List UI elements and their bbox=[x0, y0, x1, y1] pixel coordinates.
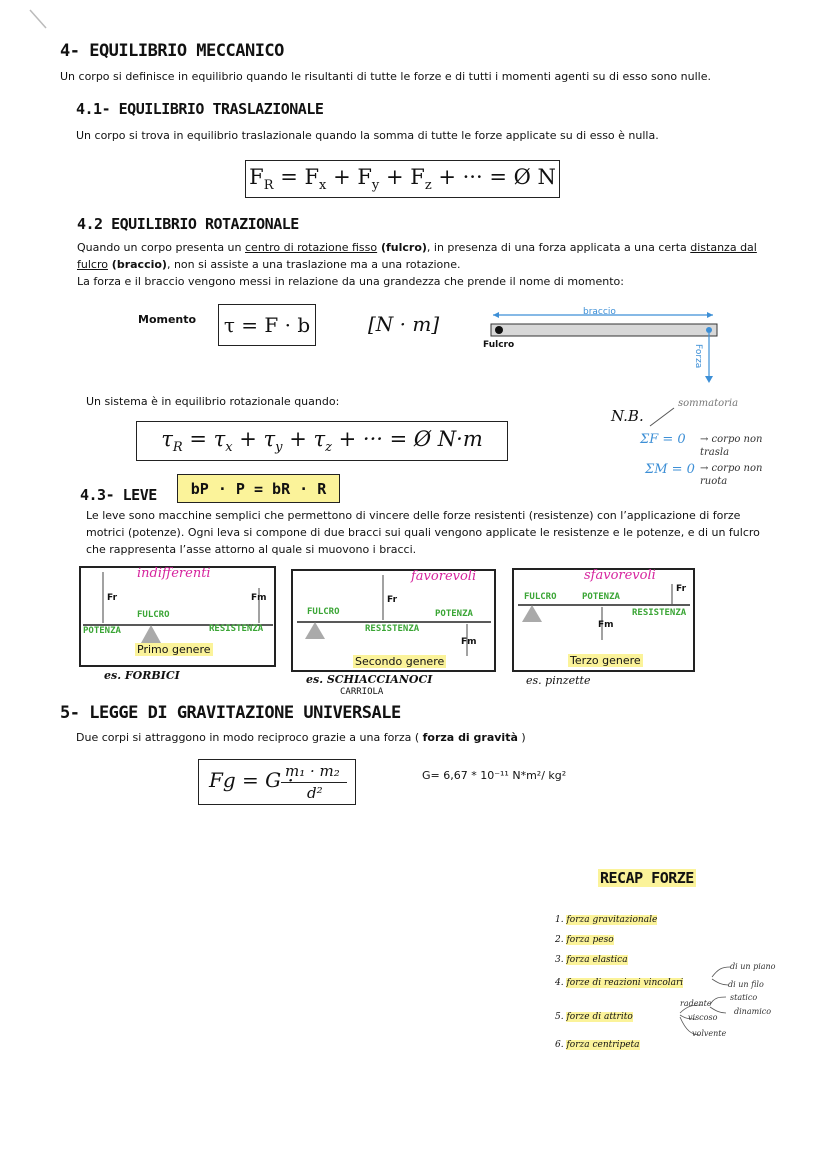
equilibrium-text: Un sistema è in equilibrio rotazionale quando: bbox=[86, 395, 340, 408]
attrito-radente: radente bbox=[680, 999, 712, 1008]
section-42-line3: La forza e il braccio vengono messi in relazione da una grandezza che prende il nome di momento: bbox=[77, 275, 624, 288]
lever3-resistenza: RESISTENZA bbox=[632, 608, 687, 618]
lever2-example: es. SCHIACCIANOCI bbox=[306, 673, 433, 686]
lever1-fr: Fr bbox=[107, 593, 118, 603]
momento-unit: [N · m] bbox=[368, 312, 440, 336]
lever2-fr: Fr bbox=[387, 595, 398, 605]
grav-den: d² bbox=[307, 784, 323, 802]
section-5-title: 5- LEGGE DI GRAVITAZIONE UNIVERSALE bbox=[60, 703, 401, 723]
lever1-fulcro: FULCRO bbox=[137, 610, 170, 620]
corner-mark bbox=[28, 8, 50, 30]
lever-bar bbox=[491, 324, 717, 336]
lever3-fulcro: FULCRO bbox=[524, 592, 557, 602]
braccio-arrow-right bbox=[707, 312, 713, 318]
fulcro-label: Fulcro bbox=[483, 340, 515, 350]
nb-pointer bbox=[648, 404, 678, 428]
section-41-text: Un corpo si trova in equilibrio traslazionale quando la somma di tutte le forze applicate su di esso è nulla. bbox=[76, 129, 659, 142]
nb-sigma-f: ΣF = 0 bbox=[640, 432, 686, 447]
grav-fraction-line bbox=[281, 782, 347, 783]
braccio-arrow-left bbox=[493, 312, 499, 318]
lever1-genere: Primo genere bbox=[137, 643, 211, 656]
lever-first-box bbox=[79, 566, 276, 667]
lever2-tag: favorevoli bbox=[411, 569, 477, 584]
recap-item: 5. forze di attrito bbox=[555, 1012, 633, 1022]
fulcro-dot bbox=[495, 326, 503, 334]
recap-item: 1. forza gravitazionale bbox=[555, 915, 658, 925]
recap-item: 3. forza elastica bbox=[555, 955, 628, 965]
momento-label: Momento bbox=[138, 313, 197, 326]
lever3-example: es. pinzette bbox=[526, 674, 591, 687]
section-43-title: 4.3- LEVE bbox=[80, 486, 157, 504]
momento-formula: τ = F · b bbox=[218, 304, 316, 346]
recap-item: 2. forza peso bbox=[555, 935, 614, 945]
lever2-example2: CARRIOLA bbox=[340, 687, 384, 697]
radente-dinamico: dinamico bbox=[734, 1007, 772, 1016]
nb-sigma-m-text: → corpo non ruota bbox=[700, 463, 763, 487]
grav-num: m₁ · m₂ bbox=[285, 762, 340, 780]
lever1-tag: indifferenti bbox=[137, 566, 211, 581]
lever1-example: es. FORBICI bbox=[104, 669, 180, 682]
nb-sigma-m: ΣM = 0 bbox=[645, 462, 695, 477]
attrito-volvente: volvente bbox=[692, 1029, 727, 1038]
lever3-genere: Terzo genere bbox=[570, 654, 641, 667]
nb-sigma-f-text: → corpo non trasla bbox=[700, 434, 763, 458]
gravity-constant: G= 6,67 * 10⁻¹¹ N*m²/ kg² bbox=[422, 769, 567, 782]
recap-item: 6. forza centripeta bbox=[555, 1040, 640, 1050]
forza-arrow-head bbox=[705, 376, 713, 383]
lever2-fm: Fm bbox=[461, 637, 477, 647]
radente-statico: statico bbox=[730, 993, 758, 1002]
recap-item: 4. forze di reazioni vincolari bbox=[555, 978, 684, 988]
nb-label: N.B. bbox=[611, 407, 644, 425]
lever-second-box bbox=[291, 569, 496, 672]
attrito-viscoso: viscoso bbox=[688, 1013, 718, 1022]
vincolari-filo: di un filo bbox=[728, 980, 764, 989]
lever3-tag: sfavorevoli bbox=[584, 568, 656, 583]
section-42-line2: fulcro (braccio), non si assiste a una traslazione ma a una rotazione. bbox=[77, 258, 461, 271]
section-42-line1: Quando un corpo presenta un centro di rotazione fisso (fulcro), in presenza di una forza applicata a una certa distanza dal bbox=[77, 241, 757, 254]
forza-label: Forza bbox=[693, 344, 703, 369]
section-41-title: 4.1- EQUILIBRIO TRASLAZIONALE bbox=[76, 100, 324, 118]
section-43-text: Le leve sono macchine semplici che permettono di vincere delle forze resistenti (resistenze) con l’applicazione di forze motrici (potenze). Ogni leva si compone di due bracci sui quali vengono applicate le resistenze e le potenze, e di un fulcro che rappresenta l’asse attorno al quale si muovono i bracci. bbox=[86, 509, 760, 556]
lever3-fr: Fr bbox=[676, 584, 687, 594]
lever3-fm: Fm bbox=[598, 620, 614, 630]
lever2-potenza: POTENZA bbox=[435, 609, 473, 619]
formula-gravitazione bbox=[198, 759, 356, 805]
leve-formula: bP · P = bR · R bbox=[177, 474, 340, 503]
section-5-text: Due corpi si attraggono in modo reciproco grazie a una forza ( forza di gravità ) bbox=[76, 731, 526, 744]
lever2-resistenza: RESISTENZA bbox=[365, 624, 420, 634]
recap-title: RECAP FORZE bbox=[600, 869, 694, 887]
lever1-resistenza: RESISTENZA bbox=[209, 624, 264, 634]
lever2-fulcro: FULCRO bbox=[307, 607, 340, 617]
lever3-potenza: POTENZA bbox=[582, 592, 620, 602]
grav-lhs: Fg = G · bbox=[209, 768, 294, 792]
forza-dot bbox=[706, 327, 712, 333]
lever-third-box bbox=[512, 568, 695, 672]
section-4-intro: Un corpo si definisce in equilibrio quando le risultanti di tutte le forze e di tutti i momenti agenti su di esso sono nulle. bbox=[60, 70, 711, 83]
nb-sommatoria: sommatoria bbox=[678, 398, 739, 409]
lever2-genere: Secondo genere bbox=[355, 655, 445, 668]
section-4-title: 4- EQUILIBRIO MECCANICO bbox=[60, 41, 284, 61]
braccio-label: braccio bbox=[583, 307, 616, 317]
lever1-fm: Fm bbox=[251, 593, 267, 603]
formula-traslazionale: $F_R = F_x + F_y + F_z$ + ··· = Ø N bbox=[245, 160, 560, 198]
formula-rotazionale: $\tau_R = \tau_x + \tau_y + \tau_z$ + ··· = Ø N·m bbox=[136, 421, 508, 461]
vincolari-piano: di un piano bbox=[730, 962, 776, 971]
lever1-potenza: POTENZA bbox=[83, 626, 121, 636]
section-42-title: 4.2 EQUILIBRIO ROTAZIONALE bbox=[77, 215, 299, 233]
